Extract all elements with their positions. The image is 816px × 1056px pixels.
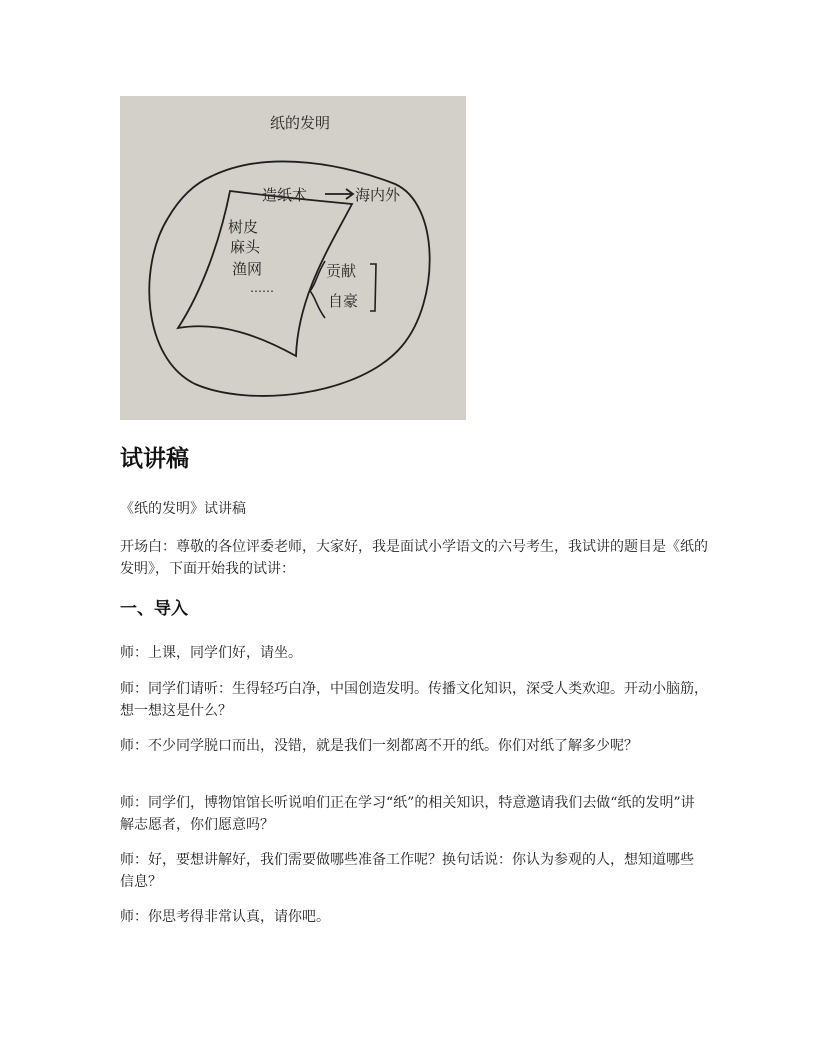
sketch-material-ellipsis: …… (250, 281, 274, 295)
paragraph-2: 师：同学们请听：生得轻巧白净，中国创造发明。传播文化知识，深受人类欢迎。开动小脑筋，想一想这是什么？ (120, 681, 708, 719)
sketch-title: 纸的发明 (270, 114, 331, 132)
sketch-drawing (120, 96, 466, 420)
opening-paragraph: 开场白：尊敬的各位评委老师，大家好，我是面试小学语文的六号考生，我试讲的题目是《纸的发明》，下面开始我的试讲： (120, 539, 708, 577)
section-heading-intro: 一、导入 (120, 599, 188, 619)
sketch-brace-item-1: 贡献 (326, 262, 357, 280)
page-title: 试讲稿 (120, 446, 189, 472)
sketch-arrow-text: 海内外 (355, 186, 401, 204)
paragraph-1: 师：上课，同学们好，请坐。 (120, 645, 302, 661)
paragraph-4: 师：同学们，博物馆馆长听说咱们正在学习“纸”的相关知识，特意邀请我们去做“纸的发明”讲解志愿者，你们愿意吗？ (120, 795, 695, 833)
sketch-material-3: 渔网 (232, 260, 263, 278)
paragraph-6: 师：你思考得非常认真，请你吧。 (120, 909, 330, 925)
sketch-material-1: 树皮 (228, 218, 259, 236)
blackboard-sketch-photo (120, 96, 466, 420)
paragraph-3: 师：不少同学脱口而出，没错，就是我们一刻都离不开的纸。你们对纸了解多少呢？ (120, 738, 638, 754)
sketch-brace-item-2: 自豪 (328, 292, 359, 310)
sketch-note-top: 造纸术 (262, 186, 308, 204)
paragraph-5: 师：好，要想讲解好，我们需要做哪些准备工作呢？换句话说：你认为参观的人，想知道哪些信息？ (120, 852, 694, 890)
document-subtitle: 《纸的发明》试讲稿 (120, 501, 246, 517)
sketch-material-2: 麻头 (230, 238, 261, 256)
